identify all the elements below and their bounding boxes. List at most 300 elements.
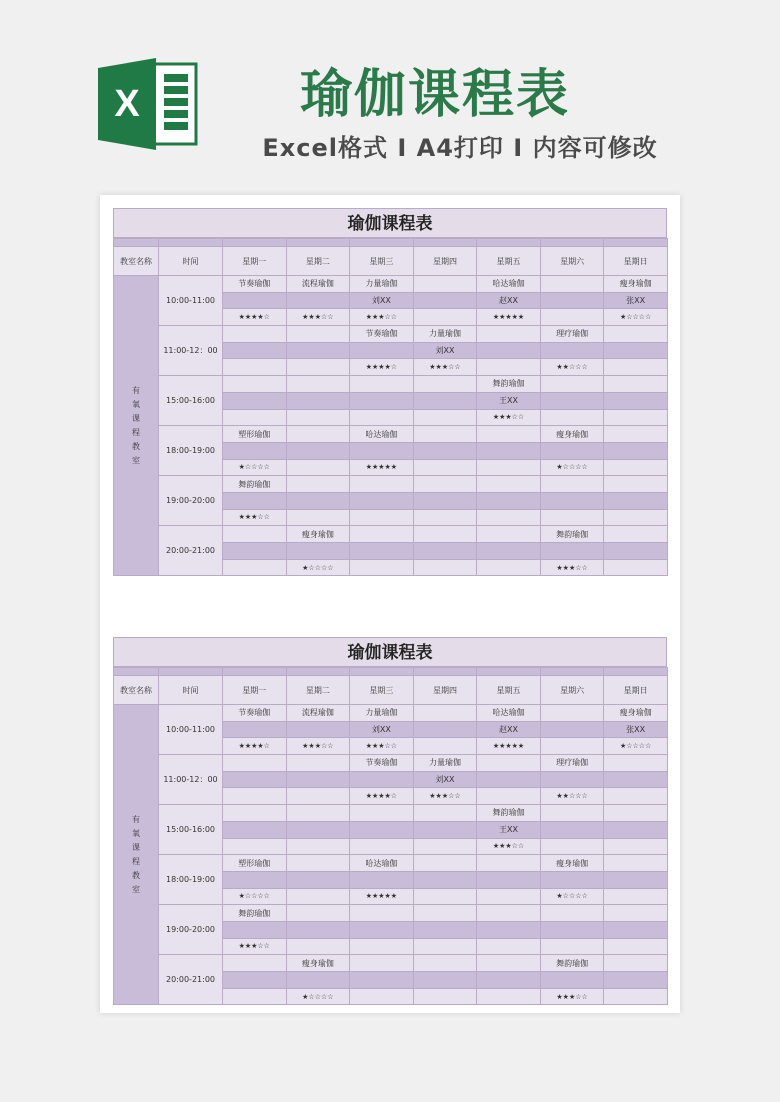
- class-cell: [223, 326, 287, 343]
- teacher-cell: [286, 771, 350, 788]
- class-cell: [477, 476, 541, 493]
- teacher-cell: [350, 492, 414, 509]
- rating-cell: ★★★☆☆: [540, 988, 604, 1005]
- class-cell: 瘦身瑜伽: [286, 955, 350, 972]
- class-cell: [413, 426, 477, 443]
- class-cell: [604, 426, 668, 443]
- spacer-cell: [540, 668, 604, 676]
- class-cell: [223, 376, 287, 393]
- teacher-cell: [477, 771, 541, 788]
- table-row: [114, 376, 668, 393]
- teacher-cell: [223, 492, 287, 509]
- rating-cell: [540, 738, 604, 755]
- teacher-cell: [604, 492, 668, 509]
- header-row: [114, 676, 668, 705]
- teacher-cell: 王XX: [477, 821, 541, 838]
- class-cell: 节奏瑜伽: [223, 705, 287, 722]
- teacher-cell: [413, 871, 477, 888]
- class-cell: [286, 476, 350, 493]
- table-row: [114, 855, 668, 872]
- column-header: 时间: [159, 247, 223, 276]
- spacer-cell: [477, 239, 541, 247]
- teacher-cell: [223, 292, 287, 309]
- rating-cell: [350, 559, 414, 576]
- class-cell: [540, 905, 604, 922]
- rating-cell: [286, 459, 350, 476]
- teacher-cell: 赵XX: [477, 292, 541, 309]
- class-cell: 节奏瑜伽: [350, 326, 414, 343]
- rating-cell: ★★★★★: [350, 888, 414, 905]
- table-row: [114, 705, 668, 722]
- time-cell: 15:00-16:00: [159, 376, 223, 426]
- room-name: 有氧课程教室: [132, 814, 140, 894]
- teacher-cell: 张XX: [604, 721, 668, 738]
- teacher-cell: [223, 442, 287, 459]
- class-cell: 哈达瑜伽: [477, 705, 541, 722]
- time-cell: 15:00-16:00: [159, 805, 223, 855]
- class-cell: [604, 526, 668, 543]
- rating-cell: [286, 359, 350, 376]
- teacher-cell: [477, 543, 541, 560]
- teacher-cell: [413, 392, 477, 409]
- spacer-cell: [604, 668, 668, 676]
- rating-cell: ★★★☆☆: [223, 938, 287, 955]
- teacher-cell: 刘XX: [350, 721, 414, 738]
- teacher-cell: 刘XX: [413, 342, 477, 359]
- class-cell: 力量瑜伽: [413, 326, 477, 343]
- rating-cell: [604, 888, 668, 905]
- teacher-cell: [477, 492, 541, 509]
- teacher-cell: [223, 972, 287, 989]
- spacer-cell: [159, 668, 223, 676]
- rating-cell: ★★★☆☆: [350, 309, 414, 326]
- teacher-cell: [604, 921, 668, 938]
- page-header: [0, 0, 780, 180]
- teacher-cell: [350, 342, 414, 359]
- teacher-cell: [540, 543, 604, 560]
- teacher-cell: [413, 292, 477, 309]
- rating-cell: [604, 359, 668, 376]
- class-cell: 瘦身瑜伽: [540, 426, 604, 443]
- schedule-table: [113, 238, 668, 576]
- rating-cell: ★☆☆☆☆: [223, 888, 287, 905]
- rating-cell: [223, 788, 287, 805]
- sheet-title: 瑜伽课程表: [113, 208, 667, 238]
- class-cell: 理疗瑜伽: [540, 326, 604, 343]
- class-cell: [413, 476, 477, 493]
- class-cell: [604, 905, 668, 922]
- teacher-cell: [286, 543, 350, 560]
- rating-cell: [223, 988, 287, 1005]
- rating-cell: ★★★★★: [477, 738, 541, 755]
- rating-cell: [413, 888, 477, 905]
- class-cell: [413, 276, 477, 293]
- rating-cell: [604, 788, 668, 805]
- rating-cell: [477, 459, 541, 476]
- rating-cell: [223, 838, 287, 855]
- class-cell: [286, 805, 350, 822]
- rating-cell: [413, 559, 477, 576]
- class-cell: [604, 955, 668, 972]
- teacher-cell: [286, 721, 350, 738]
- class-cell: [413, 905, 477, 922]
- teacher-cell: [477, 921, 541, 938]
- class-cell: [477, 426, 541, 443]
- time-cell: 19:00-20:00: [159, 476, 223, 526]
- rating-cell: [477, 509, 541, 526]
- class-cell: [604, 855, 668, 872]
- teacher-cell: [477, 972, 541, 989]
- teacher-cell: 刘XX: [413, 771, 477, 788]
- class-cell: [477, 905, 541, 922]
- class-cell: 力量瑜伽: [350, 276, 414, 293]
- rating-cell: ★★★☆☆: [286, 309, 350, 326]
- column-header: 星期三: [350, 676, 414, 705]
- teacher-cell: [223, 721, 287, 738]
- teacher-cell: [286, 442, 350, 459]
- rating-cell: [350, 838, 414, 855]
- class-cell: 哈达瑜伽: [477, 276, 541, 293]
- rating-cell: [540, 309, 604, 326]
- teacher-cell: [540, 821, 604, 838]
- spacer-cell: [350, 668, 414, 676]
- teacher-cell: [604, 771, 668, 788]
- teacher-cell: [413, 821, 477, 838]
- rating-cell: [604, 509, 668, 526]
- time-cell: 20:00-21:00: [159, 526, 223, 576]
- spacer-cell: [159, 239, 223, 247]
- table-row: [114, 905, 668, 922]
- rating-cell: [604, 988, 668, 1005]
- table-row: [114, 276, 668, 293]
- class-cell: [286, 376, 350, 393]
- column-header: 星期一: [223, 676, 287, 705]
- rating-cell: ★★★☆☆: [413, 359, 477, 376]
- class-cell: [604, 326, 668, 343]
- teacher-cell: [604, 871, 668, 888]
- teacher-cell: [540, 392, 604, 409]
- column-header: 教室名称: [114, 247, 159, 276]
- spacer-cell: [413, 668, 477, 676]
- rating-cell: ★☆☆☆☆: [540, 888, 604, 905]
- schedule-sheet-1: [113, 208, 667, 576]
- rating-cell: ★★★☆☆: [477, 838, 541, 855]
- class-cell: 节奏瑜伽: [350, 755, 414, 772]
- rating-cell: ★★★★☆: [223, 738, 287, 755]
- logo-letter: X: [114, 83, 140, 125]
- rating-cell: [223, 559, 287, 576]
- class-cell: [286, 905, 350, 922]
- teacher-cell: [350, 442, 414, 459]
- teacher-cell: [286, 871, 350, 888]
- spacer-cell: [223, 668, 287, 676]
- class-cell: 流程瑜伽: [286, 276, 350, 293]
- class-cell: [350, 526, 414, 543]
- time-cell: 19:00-20:00: [159, 905, 223, 955]
- teacher-cell: [286, 392, 350, 409]
- teacher-cell: [286, 821, 350, 838]
- class-cell: 舞韵瑜伽: [540, 526, 604, 543]
- teacher-cell: [604, 392, 668, 409]
- excel-icon: [98, 58, 200, 150]
- rating-cell: ★☆☆☆☆: [286, 988, 350, 1005]
- class-cell: [604, 376, 668, 393]
- teacher-cell: [286, 972, 350, 989]
- rating-cell: ★☆☆☆☆: [223, 459, 287, 476]
- class-cell: [413, 526, 477, 543]
- rating-cell: [286, 409, 350, 426]
- teacher-cell: [413, 543, 477, 560]
- rating-cell: [350, 509, 414, 526]
- rating-cell: ★★★★★: [350, 459, 414, 476]
- class-cell: [350, 376, 414, 393]
- rating-cell: [477, 938, 541, 955]
- time-cell: 18:00-19:00: [159, 855, 223, 905]
- class-cell: [413, 955, 477, 972]
- teacher-cell: [350, 921, 414, 938]
- teacher-cell: [604, 543, 668, 560]
- column-header: 星期五: [477, 676, 541, 705]
- teacher-cell: [223, 871, 287, 888]
- teacher-cell: [286, 492, 350, 509]
- rating-cell: [286, 838, 350, 855]
- table-row: [114, 426, 668, 443]
- rating-cell: [413, 309, 477, 326]
- rating-cell: [350, 409, 414, 426]
- rating-cell: [477, 888, 541, 905]
- teacher-cell: 王XX: [477, 392, 541, 409]
- class-cell: [413, 855, 477, 872]
- rating-cell: ★★☆☆☆: [540, 359, 604, 376]
- time-cell: 11:00-12：00: [159, 326, 223, 376]
- class-cell: [413, 705, 477, 722]
- rating-cell: [477, 559, 541, 576]
- class-cell: 节奏瑜伽: [223, 276, 287, 293]
- teacher-cell: [413, 972, 477, 989]
- class-cell: [477, 526, 541, 543]
- teacher-cell: [540, 972, 604, 989]
- teacher-cell: [540, 771, 604, 788]
- rating-cell: ★★☆☆☆: [540, 788, 604, 805]
- class-cell: [350, 955, 414, 972]
- teacher-cell: [350, 392, 414, 409]
- rating-cell: ★★★★☆: [350, 359, 414, 376]
- class-cell: [350, 905, 414, 922]
- rating-cell: [413, 938, 477, 955]
- rating-cell: [540, 838, 604, 855]
- teacher-cell: [540, 442, 604, 459]
- spacer-row: [114, 239, 668, 247]
- spacer-cell: [350, 239, 414, 247]
- spacer-cell: [477, 668, 541, 676]
- teacher-cell: [223, 392, 287, 409]
- rating-cell: [413, 409, 477, 426]
- rating-cell: ★★★☆☆: [477, 409, 541, 426]
- class-cell: [540, 276, 604, 293]
- rating-cell: ★★★★☆: [223, 309, 287, 326]
- teacher-cell: [286, 292, 350, 309]
- rating-cell: ★★★★☆: [350, 788, 414, 805]
- spacer-cell: [286, 668, 350, 676]
- teacher-cell: [223, 543, 287, 560]
- class-cell: [540, 705, 604, 722]
- sheet-title: 瑜伽课程表: [113, 637, 667, 667]
- teacher-cell: 张XX: [604, 292, 668, 309]
- rating-cell: [413, 459, 477, 476]
- table-row: [114, 955, 668, 972]
- teacher-cell: [477, 871, 541, 888]
- class-cell: [223, 805, 287, 822]
- room-name-cell: [114, 276, 159, 576]
- class-cell: [413, 805, 477, 822]
- rating-cell: ★★★☆☆: [350, 738, 414, 755]
- teacher-cell: [413, 492, 477, 509]
- column-header: 星期二: [286, 247, 350, 276]
- schedule-sheet-2: [113, 637, 667, 1005]
- class-cell: [286, 855, 350, 872]
- teacher-cell: [540, 721, 604, 738]
- class-cell: 瘦身瑜伽: [286, 526, 350, 543]
- class-cell: [540, 376, 604, 393]
- class-cell: [540, 476, 604, 493]
- teacher-cell: [286, 921, 350, 938]
- table-row: [114, 805, 668, 822]
- teacher-cell: [223, 771, 287, 788]
- teacher-cell: [350, 972, 414, 989]
- class-cell: 塑形瑜伽: [223, 426, 287, 443]
- teacher-cell: [604, 442, 668, 459]
- teacher-cell: [540, 492, 604, 509]
- table-row: [114, 755, 668, 772]
- rating-cell: [286, 788, 350, 805]
- class-cell: [477, 855, 541, 872]
- column-header: 星期日: [604, 676, 668, 705]
- column-header: 教室名称: [114, 676, 159, 705]
- rating-cell: [540, 938, 604, 955]
- spacer-cell: [223, 239, 287, 247]
- schedule-table: [113, 667, 668, 1005]
- rating-cell: [413, 988, 477, 1005]
- class-cell: [350, 805, 414, 822]
- table-row: [114, 326, 668, 343]
- class-cell: [413, 376, 477, 393]
- class-cell: [286, 326, 350, 343]
- teacher-cell: [477, 442, 541, 459]
- rating-cell: [413, 738, 477, 755]
- class-cell: 舞韵瑜伽: [223, 476, 287, 493]
- teacher-cell: [540, 871, 604, 888]
- rating-cell: [477, 988, 541, 1005]
- spacer-cell: [114, 239, 159, 247]
- class-cell: [604, 755, 668, 772]
- spacer-cell: [540, 239, 604, 247]
- column-header: 星期一: [223, 247, 287, 276]
- spacer-row: [114, 668, 668, 676]
- room-name-cell: [114, 705, 159, 1005]
- header-row: [114, 247, 668, 276]
- rating-cell: [286, 509, 350, 526]
- class-cell: 流程瑜伽: [286, 705, 350, 722]
- rating-cell: [604, 409, 668, 426]
- teacher-cell: [540, 921, 604, 938]
- class-cell: [604, 476, 668, 493]
- rating-cell: ★☆☆☆☆: [604, 738, 668, 755]
- rating-cell: [413, 838, 477, 855]
- class-cell: 舞韵瑜伽: [477, 376, 541, 393]
- rating-cell: [413, 509, 477, 526]
- class-cell: [223, 526, 287, 543]
- time-cell: 20:00-21:00: [159, 955, 223, 1005]
- teacher-cell: 刘XX: [350, 292, 414, 309]
- column-header: 星期四: [413, 676, 477, 705]
- teacher-cell: [540, 292, 604, 309]
- column-header: 星期日: [604, 247, 668, 276]
- teacher-cell: [223, 821, 287, 838]
- spacer-cell: [286, 239, 350, 247]
- rating-cell: ★★★☆☆: [540, 559, 604, 576]
- teacher-cell: 赵XX: [477, 721, 541, 738]
- rating-cell: [604, 938, 668, 955]
- rating-cell: ★☆☆☆☆: [286, 559, 350, 576]
- class-cell: 舞韵瑜伽: [223, 905, 287, 922]
- teacher-cell: [413, 442, 477, 459]
- teacher-cell: [223, 921, 287, 938]
- column-header: 星期三: [350, 247, 414, 276]
- page-subtitle: Excel格式 I A4打印 I 内容可修改: [262, 134, 658, 162]
- rating-cell: [223, 359, 287, 376]
- class-cell: [350, 476, 414, 493]
- teacher-cell: [604, 821, 668, 838]
- rating-cell: ★☆☆☆☆: [540, 459, 604, 476]
- table-row: [114, 476, 668, 493]
- room-name: 有氧课程教室: [132, 385, 140, 465]
- class-cell: 瘦身瑜伽: [604, 276, 668, 293]
- rating-cell: ★★★☆☆: [223, 509, 287, 526]
- teacher-cell: [350, 871, 414, 888]
- class-cell: 力量瑜伽: [413, 755, 477, 772]
- rating-cell: ★☆☆☆☆: [604, 309, 668, 326]
- column-header: 星期六: [540, 247, 604, 276]
- teacher-cell: [604, 342, 668, 359]
- class-cell: [223, 955, 287, 972]
- class-cell: 舞韵瑜伽: [540, 955, 604, 972]
- page-title: 瑜伽课程表: [299, 65, 570, 125]
- time-cell: 10:00-11:00: [159, 705, 223, 755]
- column-header: 星期二: [286, 676, 350, 705]
- teacher-cell: [350, 543, 414, 560]
- class-cell: [540, 805, 604, 822]
- rating-cell: [604, 559, 668, 576]
- teacher-cell: [413, 721, 477, 738]
- column-header: 星期四: [413, 247, 477, 276]
- class-cell: [286, 755, 350, 772]
- column-header: 星期五: [477, 247, 541, 276]
- teacher-cell: [286, 342, 350, 359]
- spacer-cell: [604, 239, 668, 247]
- rating-cell: [540, 409, 604, 426]
- class-cell: [223, 755, 287, 772]
- teacher-cell: [350, 771, 414, 788]
- class-cell: 舞韵瑜伽: [477, 805, 541, 822]
- teacher-cell: [413, 921, 477, 938]
- class-cell: 塑形瑜伽: [223, 855, 287, 872]
- class-cell: 哈达瑜伽: [350, 426, 414, 443]
- time-cell: 10:00-11:00: [159, 276, 223, 326]
- spacer-cell: [413, 239, 477, 247]
- class-cell: 理疗瑜伽: [540, 755, 604, 772]
- class-cell: [286, 426, 350, 443]
- class-cell: 哈达瑜伽: [350, 855, 414, 872]
